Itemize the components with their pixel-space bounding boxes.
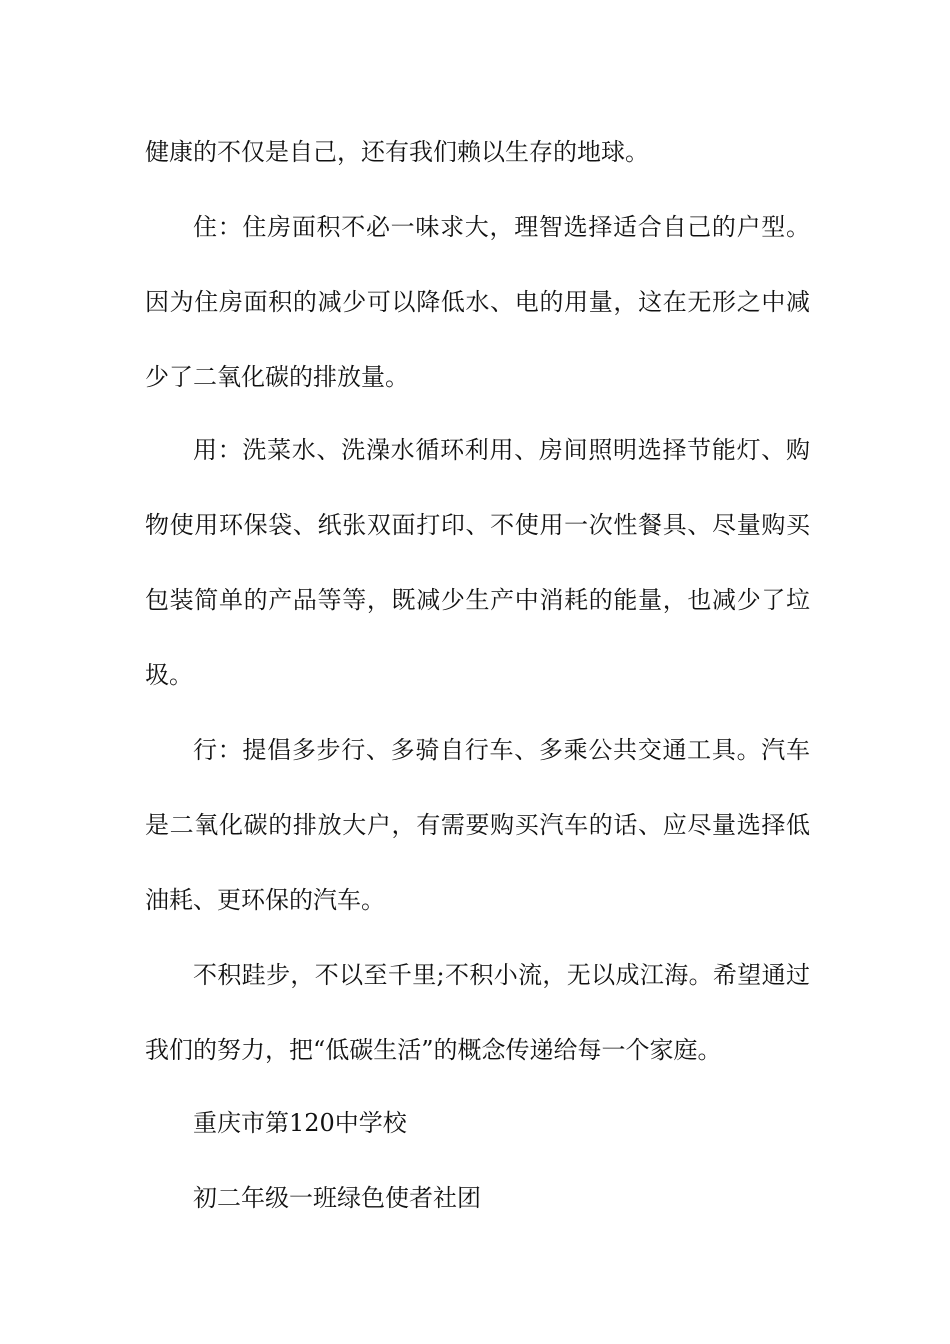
text-line-2: 住：住房面积不必一味求大，理智选择适合自己的户型。 [193,213,810,241]
school-name: 重庆市第120中学校 [193,1109,407,1137]
club-name: 初二年级一班绿色使者社团 [193,1184,481,1212]
text-line-10: 是二氧化碳的排放大户，有需要购买汽车的话、应尽量选择低 [145,811,810,839]
text-line-6: 物使用环保袋、纸张双面打印、不使用一次性餐具、尽量购买 [145,511,810,539]
text-line-5: 用：洗菜水、洗澡水循环利用、房间照明选择节能灯、购 [193,436,810,464]
text-line-8: 圾。 [145,661,193,689]
text-line-4: 少了二氧化碳的排放量。 [145,363,409,391]
text-line-3: 因为住房面积的减少可以降低水、电的用量，这在无形之中减 [145,288,810,316]
text-line-11: 油耗、更环保的汽车。 [145,886,385,914]
text-line-12: 不积跬步，不以至千里;不积小流，无以成江海。希望通过 [193,961,810,989]
text-line-13: 我们的努力，把“低碳生活”的概念传递给每一个家庭。 [145,1036,722,1064]
text-line-7: 包装简单的产品等等，既减少生产中消耗的能量，也减少了垃 [145,586,810,614]
text-line-9: 行：提倡多步行、多骑自行车、多乘公共交通工具。汽车 [193,736,810,764]
text-line-1: 健康的不仅是自己，还有我们赖以生存的地球。 [145,138,649,166]
